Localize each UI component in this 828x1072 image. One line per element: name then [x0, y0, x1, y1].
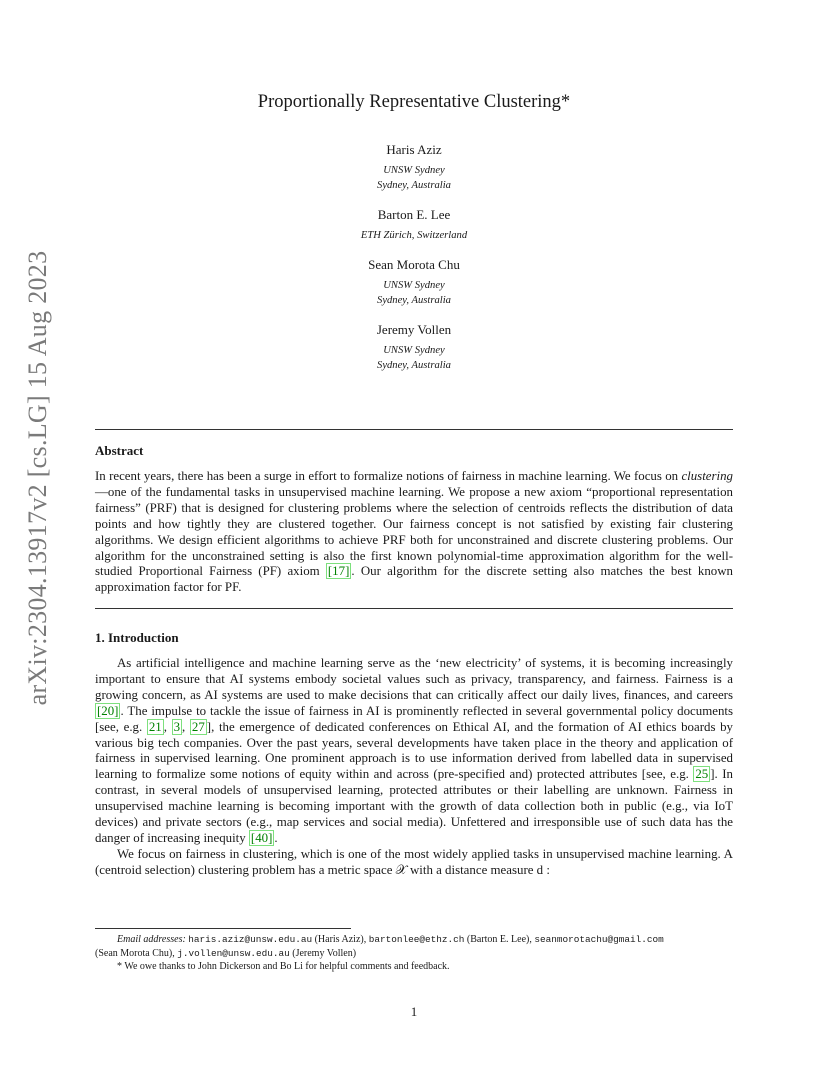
author-block [95, 142, 733, 193]
abstract-span: . Our algorithm for the discrete setting also matches the best known approximation factor for PF. [95, 564, 733, 595]
email-footnote [95, 933, 733, 947]
arxiv-identifier: arXiv:2304.13917v2 [cs.LG] 15 Aug 2023 [23, 250, 52, 706]
page-number: 1 [410, 1004, 418, 1019]
email-footnote-cont [95, 947, 733, 961]
email-label: Email addresses: [117, 934, 186, 945]
citation-link[interactable]: 27 [191, 719, 205, 734]
author-name: Sean Morota Chu [368, 257, 460, 272]
citation-link[interactable]: 3 [173, 719, 181, 734]
citation-link[interactable]: 21 [148, 719, 162, 734]
footnote-span: (Haris Aziz), [312, 934, 369, 945]
author-name: Barton E. Lee [377, 207, 451, 222]
paper-title: Proportionally Representative Clustering* [257, 92, 571, 112]
author-affiliation: ETH Zürich, Switzerland [360, 230, 468, 241]
abstract-heading: Abstract [95, 443, 144, 458]
text-span: , [182, 719, 190, 734]
text-span: ]. In contrast, in several models of unsupervised learning, protected attributes or their labelling are unknown. Fairness in unsupervised machine learning is becoming important with the growth of data collection both in public (e.g., via IoT devices) and private sectors (e.g., map services and social media). Unfettered and irresponsible use of such data has the danger of increasing inequity [95, 767, 733, 845]
author-location: Sydney, Australia [377, 360, 451, 371]
author-block [95, 322, 733, 373]
author-name: Jeremy Vollen [376, 322, 452, 337]
abstract-top-rule [95, 429, 733, 430]
citation-link[interactable]: [17] [327, 564, 350, 579]
section-heading: 1. Introduction [95, 630, 179, 645]
author-block [95, 257, 733, 308]
text-span: . [274, 830, 278, 845]
abstract-span: In recent years, there has been a surge in effort to formalize notions of fairness in machine learning. We focus on [95, 469, 682, 483]
abstract-bottom-rule [95, 608, 733, 609]
text-span: ], the emergence of dedicated conferences on Ethical AI, and the formation of AI ethics boards by various big tech companies. Over the past years, several developments have taken place in the theory and application of fairness in supervised learning. One prominent approach is to use information derived from labelled data in supervised learning to formalize some notions of equity within and across (pre-specified and) protected attributes [see, e.g. [95, 719, 733, 782]
paper-header [95, 92, 733, 387]
citation-link[interactable]: [20] [97, 703, 119, 718]
citation-link[interactable]: 25 [695, 767, 709, 782]
author-name: Haris Aziz [386, 142, 442, 157]
author-affiliation: UNSW Sydney [383, 165, 445, 176]
text-span: , [163, 719, 172, 734]
email-link[interactable]: j.vollen@unsw.edu.au [177, 947, 290, 959]
arxiv-sidebar [0, 0, 60, 1072]
footnotes [95, 933, 733, 974]
abstract-section [95, 443, 733, 596]
intro-paragraph: We focus on fairness in clustering, which is one of the most widely applied tasks in unsupervised machine learning. A (centroid selection) clustering problem has a metric space 𝒳 with a distance measure d : [95, 846, 733, 877]
text-span: . The impulse to tackle the issue of fairness in AI is prominently reflected in several governmental policy documents [see, e.g. [95, 703, 733, 734]
author-location: Sydney, Australia [377, 180, 451, 191]
text-span: As artificial intelligence and machine learning serve as the ‘new electricity’ of systems, it is becoming increasingly important to ensure that AI systems embody societal values such as privacy, transparency, and fairness. Fairness is a growing concern, as AI systems are used to make decisions that can critically affect our daily lives, finances, and careers [95, 656, 733, 702]
email-link[interactable]: seanmorotachu@gmail.com [534, 934, 664, 945]
email-link[interactable]: bartonlee@ethz.ch [368, 934, 465, 945]
abstract-span: —one of the fundamental tasks in unsupervised machine learning. We propose a new axiom “proportional representation fairness” (PRF) that is designed for clustering problems where the selection of centroids reflects the distribution of data points and how tightly they are clustered together. Our fairness concept is not satisfied by existing fair clustering algorithms. We design efficient algorithms to achieve PRF both for unconstrained and discrete clustering problems. Our algorithm for the unconstrained setting is also the first known polynomial-time approximation algorithm for the well-studied Proportional Fairness (PF) axiom [95, 484, 733, 579]
email-link[interactable]: haris.aziz@unsw.edu.au [188, 934, 313, 945]
abstract-text [95, 469, 733, 596]
intro-paragraph [95, 656, 733, 847]
abstract-emphasis: clustering [681, 469, 733, 483]
citation-link[interactable]: [40] [250, 830, 273, 845]
thanks-footnote: * We owe thanks to John Dickerson and Bo Li for helpful comments and feedback. [117, 961, 450, 972]
footnote-span: (Barton E. Lee), [464, 934, 535, 945]
footnote-span: (Jeremy Vollen) [289, 947, 357, 959]
author-location: Sydney, Australia [377, 295, 451, 306]
author-block [95, 207, 733, 243]
footnote-rule [95, 928, 351, 929]
author-affiliation: UNSW Sydney [383, 280, 445, 291]
footnote-span: (Sean Morota Chu), [95, 947, 178, 959]
author-affiliation: UNSW Sydney [383, 345, 445, 356]
introduction-section [95, 630, 733, 879]
